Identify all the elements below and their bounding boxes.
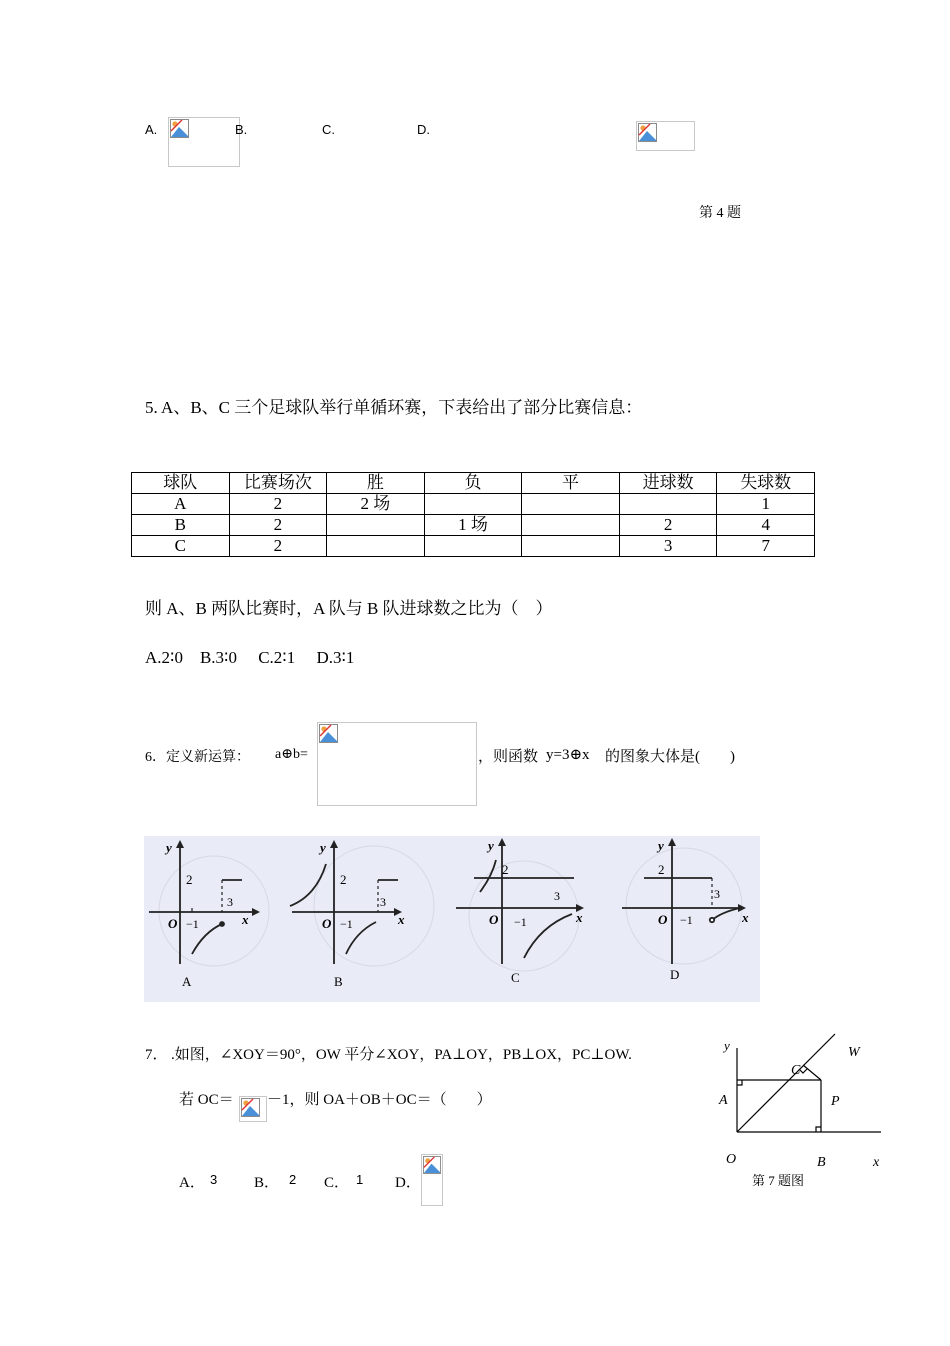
q5-stem: 5. A、B、C 三个足球队举行单循环赛，下表给出了部分比赛信息： bbox=[145, 398, 643, 417]
table-cell: B bbox=[132, 515, 230, 536]
graph-b-label: B bbox=[334, 974, 343, 989]
table-cell: 7 bbox=[717, 536, 815, 557]
label-a: A bbox=[719, 1093, 728, 1108]
q5-options: A.2∶0 B.3∶0 C.2∶1 D.3∶1 bbox=[145, 648, 355, 667]
table-row bbox=[132, 536, 815, 557]
q6-operation: a⊕b= bbox=[275, 747, 308, 762]
label-b: B bbox=[817, 1155, 826, 1170]
table-header: 进球数 bbox=[619, 473, 717, 494]
table-header: 失球数 bbox=[717, 473, 815, 494]
table-header: 球队 bbox=[132, 473, 230, 494]
q4-caption: 第 4 题 bbox=[699, 206, 741, 221]
table-cell bbox=[522, 536, 620, 557]
graph-d-tick-2: 2 bbox=[658, 862, 665, 877]
q7-option-b: B． bbox=[254, 1175, 280, 1191]
graph-a-tick-3: 3 bbox=[227, 895, 233, 909]
q7-option-c: C． bbox=[324, 1175, 350, 1191]
graph-b-y-label: y bbox=[320, 840, 326, 855]
table-cell: 2 bbox=[229, 494, 327, 515]
q4-option-c: C. bbox=[322, 122, 335, 137]
q4-figure-image bbox=[636, 121, 695, 151]
broken-image-icon bbox=[319, 724, 338, 743]
graph-c-origin: O bbox=[489, 912, 499, 927]
graph-b-tick-neg1: −1 bbox=[340, 917, 353, 931]
label-p: P bbox=[831, 1094, 840, 1109]
broken-image-icon bbox=[241, 1098, 260, 1117]
q6-formula-image bbox=[317, 722, 477, 806]
table-cell bbox=[522, 494, 620, 515]
table-cell bbox=[424, 536, 522, 557]
q7-option-a: A． bbox=[179, 1175, 205, 1191]
graph-b-x-label: x bbox=[398, 912, 405, 927]
q7-option-b-value: 2 bbox=[289, 1172, 297, 1187]
table-cell: 1 场 bbox=[424, 515, 522, 536]
graph-c-tick-3: 3 bbox=[554, 889, 560, 903]
table-cell: 3 bbox=[619, 536, 717, 557]
graph-c-x-label: x bbox=[576, 910, 583, 925]
graph-d-origin: O bbox=[658, 912, 668, 927]
table-header: 胜 bbox=[327, 473, 425, 494]
label-o: O bbox=[726, 1152, 737, 1167]
figure-caption: 第 7 题图 bbox=[752, 1173, 805, 1188]
table-cell: 2 bbox=[619, 515, 717, 536]
q6-stem-prefix: 6．定义新运算： bbox=[145, 750, 250, 765]
table-cell: 2 bbox=[229, 536, 327, 557]
table-cell: A bbox=[132, 494, 230, 515]
graph-a-origin: O bbox=[168, 916, 178, 931]
graph-c-tick-neg1: −1 bbox=[514, 915, 527, 929]
table-row bbox=[132, 494, 815, 515]
graph-d-tick-neg1: −1 bbox=[680, 913, 693, 927]
graph-a-tick-2: 2 bbox=[186, 872, 193, 887]
table-header: 比赛场次 bbox=[229, 473, 327, 494]
table-header: 负 bbox=[424, 473, 522, 494]
q7-line2-prefix: 若 OC＝ bbox=[179, 1092, 234, 1108]
q5-table bbox=[131, 472, 815, 557]
q6-graphs-figure bbox=[144, 836, 760, 1002]
table-cell: 2 bbox=[229, 515, 327, 536]
graph-b-origin: O bbox=[322, 916, 332, 931]
broken-image-icon bbox=[170, 119, 189, 138]
label-y: y bbox=[724, 1038, 730, 1053]
q7-line2-suffix: －1，则 OA＋OB＋OC＝（ ） bbox=[267, 1092, 492, 1108]
q6-function: y=3⊕x bbox=[546, 747, 590, 763]
graph-d-x-label: x bbox=[742, 910, 749, 925]
table-row bbox=[132, 515, 815, 536]
table-cell: C bbox=[132, 536, 230, 557]
graph-c-tick-2: 2 bbox=[502, 862, 509, 877]
segment-pc bbox=[803, 1065, 821, 1080]
graph-d-y-label: y bbox=[658, 838, 664, 853]
q7-option-a-value: 3 bbox=[210, 1172, 218, 1187]
broken-image-icon bbox=[638, 123, 657, 142]
q4-option-b: B. bbox=[235, 122, 248, 137]
q6-stem-mid: ，则函数 bbox=[478, 749, 539, 765]
graph-c-label: C bbox=[511, 970, 520, 985]
broken-image-icon bbox=[423, 1156, 441, 1174]
q7-option-d-image bbox=[421, 1154, 443, 1206]
table-cell: 2 场 bbox=[327, 494, 425, 515]
q4-option-a: A. bbox=[145, 122, 158, 137]
graph-c-y-label: y bbox=[488, 838, 494, 853]
q7-number: 7． bbox=[145, 1047, 168, 1063]
q7-option-c-value: 1 bbox=[356, 1172, 364, 1187]
table-header-row bbox=[132, 473, 815, 494]
graph-a-tick-neg1: −1 bbox=[186, 917, 199, 931]
table-cell: 4 bbox=[717, 515, 815, 536]
graph-a-label: A bbox=[182, 974, 192, 989]
graph-b-tick-2: 2 bbox=[340, 872, 347, 887]
table-cell bbox=[619, 494, 717, 515]
q7-stem: .如图，∠XOY＝90°，OW 平分∠XOY，PA⊥OY，PB⊥OX，PC⊥OW. bbox=[171, 1047, 632, 1063]
graph-a-x-label: x bbox=[242, 912, 249, 927]
q5-question: 则 A、B 两队比赛时，A 队与 B 队进球数之比为（ ） bbox=[145, 599, 553, 618]
label-x: x bbox=[873, 1155, 880, 1170]
q6-stem-suffix: 的图象大体是( ) bbox=[605, 749, 735, 765]
q7-option-d: D． bbox=[395, 1175, 421, 1191]
label-w: W bbox=[848, 1045, 860, 1060]
q7-sqrt-image bbox=[239, 1096, 267, 1122]
table-cell bbox=[522, 515, 620, 536]
graph-d-label: D bbox=[670, 967, 680, 982]
q7-geometry-figure bbox=[715, 1030, 895, 1195]
table-cell bbox=[327, 515, 425, 536]
label-c: C bbox=[791, 1063, 801, 1078]
table-cell bbox=[424, 494, 522, 515]
bisector-ow bbox=[737, 1034, 835, 1132]
graph-d-tick-3: 3 bbox=[714, 887, 720, 901]
graph-b-tick-3: 3 bbox=[380, 895, 386, 909]
table-cell bbox=[327, 536, 425, 557]
q4-option-d: D. bbox=[417, 122, 430, 137]
graph-a-y-label: y bbox=[166, 840, 172, 855]
table-header: 平 bbox=[522, 473, 620, 494]
table-cell: 1 bbox=[717, 494, 815, 515]
q4-image-a bbox=[168, 117, 240, 167]
